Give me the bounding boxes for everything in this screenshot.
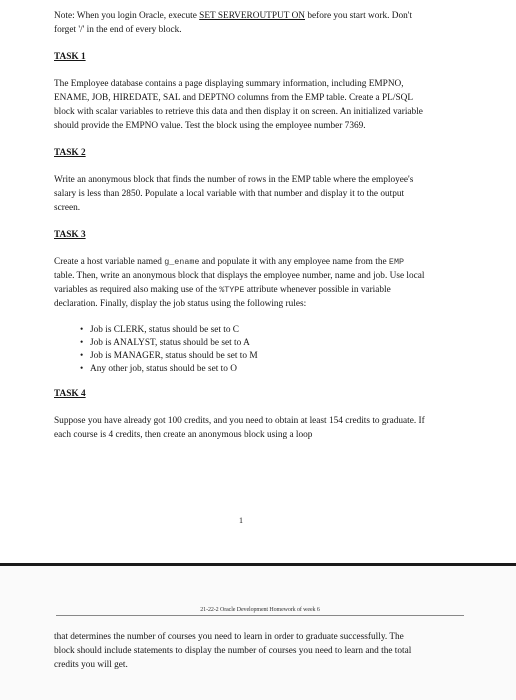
list-item (80, 337, 426, 350)
bullet-icon: • (80, 364, 84, 374)
emp-table-code: EMP (388, 257, 404, 267)
task-3-text (54, 255, 426, 311)
bullet-icon: • (80, 325, 84, 335)
task-1-text: The Employee database contains a page displaying summary information, including EMPNO, ENAME, JOB, HIREDATE, SAL and DEPTNO columns from the EMP table. Create a PL/SQL block with scalar variables to retrieve this data and then display it on screen. An initialized variable should provide the EMPNO value. Test the block using the employee number 7369. (54, 79, 423, 131)
task-2-heading: TASK 2 (54, 148, 86, 158)
type-attribute-code: %TYPE (219, 285, 245, 295)
rule-other: Any other job, status should be set to O (90, 364, 237, 374)
document-page-2 (0, 566, 516, 700)
host-variable-code: g_ename (164, 257, 200, 267)
note-prefix: Note: When you login Oracle, execute (54, 11, 200, 21)
task-3-text-part-1: Create a host variable named (54, 257, 165, 267)
list-item (80, 324, 426, 337)
bullet-icon: • (80, 351, 84, 361)
task-3-text-part-2: and populate it with any employee name from the (199, 257, 389, 267)
bullet-icon: • (80, 338, 84, 348)
note-suffix: before you start work. Don't forget '/' in the end of every block. (54, 11, 413, 35)
rule-manager: Job is MANAGER, status should be set to M (90, 351, 258, 361)
task-4-text: Suppose you have already got 100 credits, and you need to obtain at least 154 credits to graduate. If each course is 4 credits, then create an anonymous block using a loop (54, 416, 425, 440)
task-4-heading: TASK 4 (54, 389, 86, 399)
task-2-text: Write an anonymous block that finds the number of rows in the EMP table where the employee's salary is less than 2850. Populate a local variable with that number and display it to the output screen. (54, 175, 414, 213)
task-3-text-part-3: table. Then, write an anonymous block that displays the employee number, name and job. Use local variables as required also making use of the (54, 271, 425, 295)
list-item (80, 350, 426, 363)
job-status-rules-list (54, 324, 426, 376)
task-4-continuation: that determines the number of courses you need to learn in order to graduate successfully. The block should include statements to display the number of courses you need to learn and the total credits you will get. (54, 632, 412, 670)
note-paragraph (54, 9, 426, 37)
header-rule (56, 615, 464, 616)
task-3-heading: TASK 3 (54, 230, 86, 240)
serveroutput-command: SET SERVEROUTPUT ON (199, 11, 306, 21)
list-item (80, 363, 426, 376)
rule-analyst: Job is ANALYST, status should be set to A (90, 338, 250, 348)
page-header-text: 21-22-2 Oracle Development Homework of week 6 (200, 607, 320, 613)
task-3-text-part-4: attribute whenever possible in variable declaration. Finally, display the job status using the following rules: (54, 285, 391, 309)
task-1-heading: TASK 1 (54, 52, 86, 62)
page-content (54, 9, 426, 442)
rule-clerk: Job is CLERK, status should be set to C (90, 325, 240, 335)
page-number: 1 (239, 516, 243, 525)
